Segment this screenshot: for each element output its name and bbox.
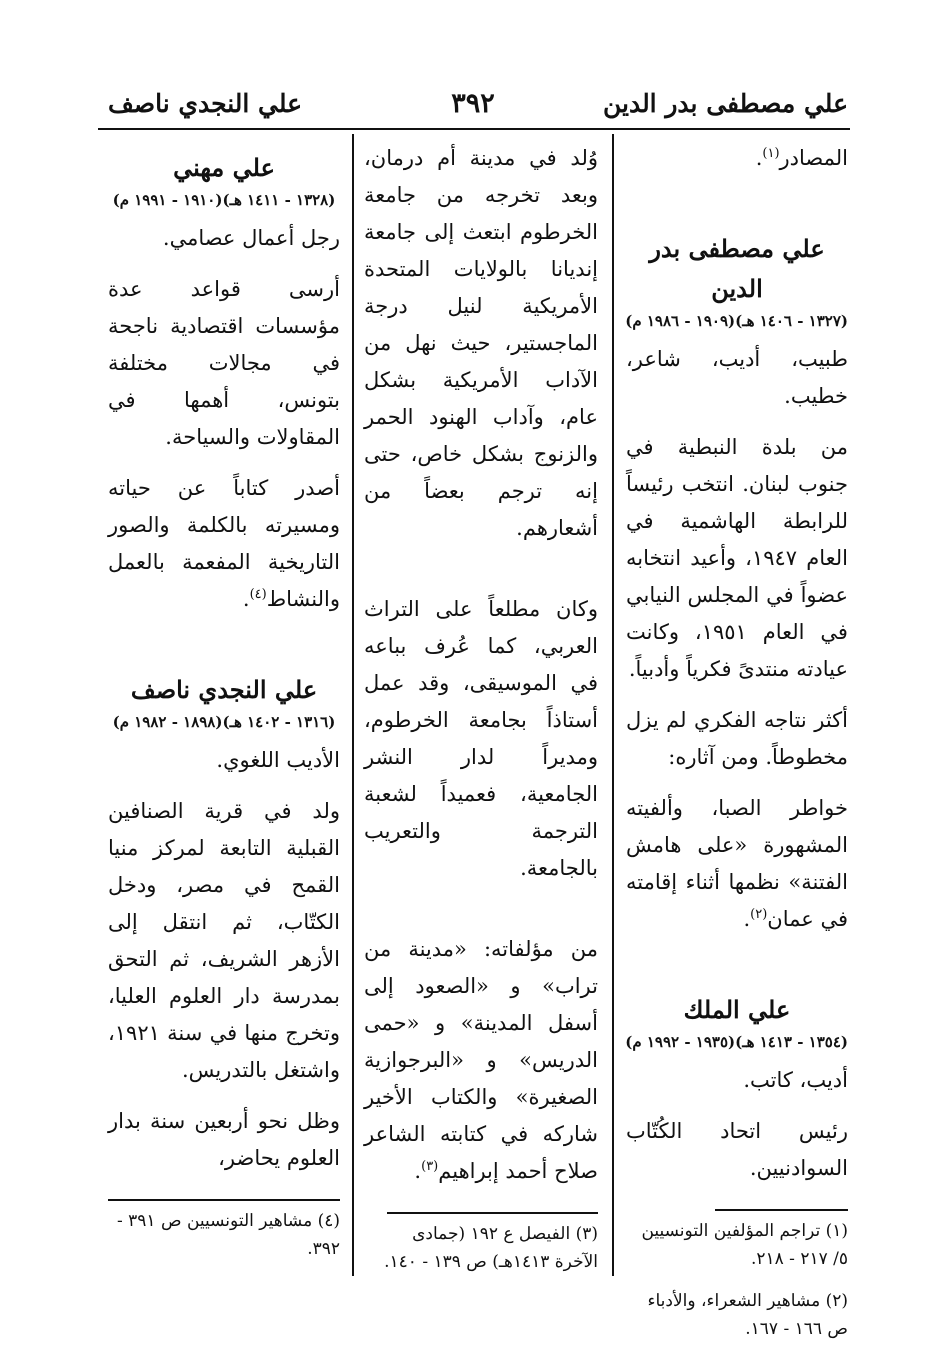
footnote-rule (387, 1212, 598, 1214)
footnote: (٣) الفيصل ع ١٩٢ (جمادى الآخرة ١٤١٣هـ) ص ١٣٩ - ١٤٠. (384, 1224, 598, 1272)
page-number: ٣٩٢ (451, 88, 495, 119)
footnote: (٤) مشاهير التونسيين ص ٣٩١ - ٣٩٢. (117, 1211, 340, 1259)
entry-dates: (١٣٥٤ - ١٤١٣ هـ)(١٩٣٥ - ١٩٩٢ م) (625, 1033, 848, 1051)
middle-column (364, 140, 598, 1290)
entry-paragraph: ولد في قرية الصنافين القبلية التابعة لمركز منيا القمح في مصر، ودخل الكتّاب، ثم انتقل إلى الأزهر الشريف، ثم التحق بمدرسة دار العلوم العليا، وتخرج منها في سنة ١٩٢١، واشتغل بالتدريس. (108, 799, 340, 1082)
entry-dates: (١٣٢٨ - ١٤١١ هـ)(١٩١٠ - ١٩٩١ م) (112, 191, 336, 209)
entry-title: علي الملك (683, 995, 791, 1024)
entry-paragraph: رئيس اتحاد الكُتّاب السوادنيين. (626, 1119, 848, 1180)
entry-title: علي النجدي ناصف (130, 675, 318, 704)
entry-paragraph: أرسى قواعد عدة مؤسسات اقتصادية ناجحة في مجالات مختلفة بتونس، أهمها في المقاولات والسياحة. (108, 277, 340, 449)
entry-paragraph: وظل نحو أربعين سنة بدار العلوم يحاضر، (108, 1109, 340, 1170)
footnote: (٢) مشاهير الشعراء، والأدباء ص ١٦٦ - ١٦٧. (647, 1291, 848, 1339)
entry-paragraph: أديب، كاتب. (743, 1068, 848, 1092)
entry-paragraph: أكثر نتاجه الفكري لم يزل مخطوطاً. ومن آثاره: (626, 708, 848, 769)
entry-paragraph: وكان مطلعاً على التراث العربي، كما عُرف بباعه في الموسيقى، وقد عمل أستاذاً بجامعة الخرطوم، ومديراً لدار النشر الجامعية، فعميداً لشعبة الترجمة والتعريب بالجامعة. (364, 597, 598, 880)
entry-paragraph: خواطر الصبا، وألفيته المشهورة «على هامش الفتنة» نظمها أثناء إقامته في عمان$^{(٢)}$. (626, 796, 848, 931)
entry-paragraph: أصدر كتاباً عن حياته ومسيرته بالكلمة والصور التاريخية المفعمة بالعمل والنشاط$^{(٤)}$. (108, 476, 340, 611)
entry-dates: (١٣٢٧ - ١٤٠٦ هـ)(١٩٠٩ - ١٩٨٦ م) (625, 312, 848, 330)
header-rule (98, 128, 850, 130)
column-divider-right (612, 134, 614, 1276)
column-divider-left (352, 134, 354, 1276)
footnote-rule (715, 1209, 848, 1211)
entry-title: علي مصطفى بدر الدين (649, 234, 825, 303)
right-column (626, 140, 848, 1357)
footnote: (١) تراجم المؤلفين التونسيين ٥/ ٢١٧ - ٢١٨. (641, 1221, 848, 1269)
entry-paragraph: وُلد في مدينة أم درمان، وبعد تخرجه من جامعة الخرطوم ابتعث إلى جامعة إنديانا بالولايات المتحدة الأمريكية لنيل درجة الماجستير، حيث نهل من الآداب الأمريكية بشكل عام، وآداب الهنود الحمر والزنوج بشكل خاص، حتى إنه ترجم بعضاً من أشعارهم. (364, 146, 598, 540)
continuation-text: المصادر$^{(١)}$. (755, 146, 848, 170)
running-header-right: علي مصطفى بدر الدين (602, 89, 848, 118)
entry-title: علي مهني (173, 153, 275, 182)
entry-paragraph: من بلدة النبطية في جنوب لبنان. انتخب رئيساً للرابطة الهاشمية في العام ١٩٤٧، وأعيد انتخابه عضواً في المجلس النيابي في العام ١٩٥١، وكانت عيادته منتدىً فكرياً وأدبياً. (626, 435, 848, 681)
entry-paragraph: رجل أعمال عصامي. (162, 226, 340, 250)
left-column (108, 140, 340, 1277)
entry-paragraph: من مؤلفاته: «مدينة من تراب» و «الصعود إلى أسفل المدينة» و «حمى الدريس» و «البرجوازية الصغيرة» والكتاب الأخير شاركه في كتابته الشاعر صلاح أحمد إبراهيم$^{(٣)}$. (364, 937, 598, 1183)
entry-paragraph: الأديب اللغوي. (216, 748, 340, 772)
entry-paragraph: طبيب، أديب، شاعر، خطيب. (626, 347, 848, 408)
running-header-left: علي النجدي ناصف (108, 89, 303, 118)
footnote-rule (108, 1199, 340, 1201)
entry-dates: (١٣١٦ - ١٤٠٢ هـ)(١٨٩٨ - ١٩٨٢ م) (112, 713, 336, 731)
